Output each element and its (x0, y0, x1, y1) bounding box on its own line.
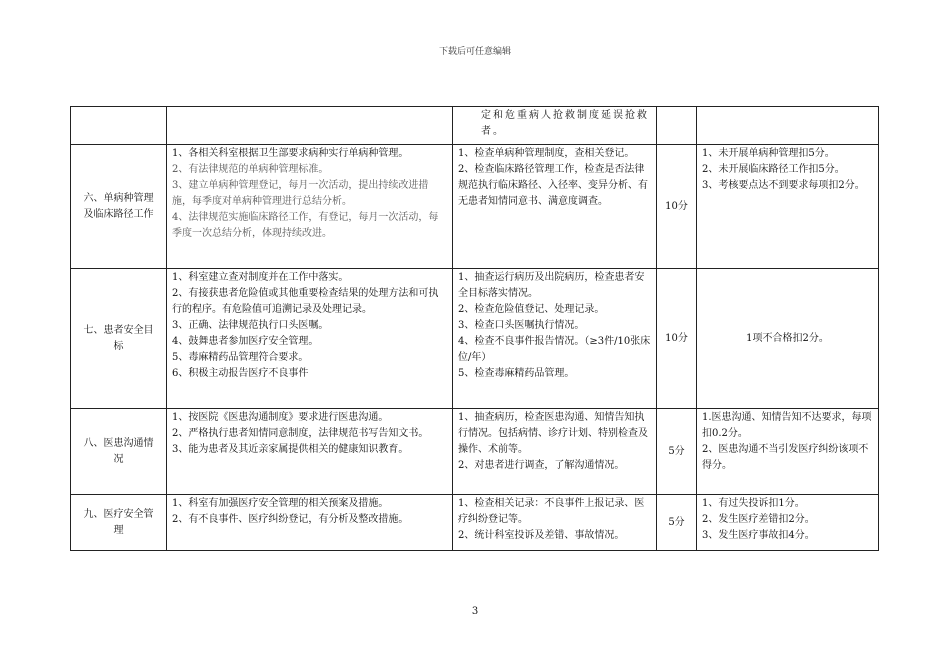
assessment-table (70, 106, 879, 551)
table-row (71, 107, 879, 145)
check-cell: 1、检查单病种管理制度，查相关登记。 2、检查临床路径管理工作，检查是否法律规范执行临床路径、入径率、变异分析、有无患者知情同意书、满意度调查。 (453, 145, 657, 269)
category-cell: 九、医疗安全管 理 (71, 495, 167, 551)
content-cell: 1、各相关科室根据卫生部要求病种实行单病种管理。 2、有法律规范的单病种管理标准。 3、建立单病种管理登记，每月一次活动，提出持续改进措施，每季度对单病种管理进行总结分析。 4、法律规范实施临床路径工作，有登记，每月一次活动，每季度一次总结分析，体现持续改进。 (167, 145, 453, 269)
score-cell: 10分 (657, 269, 697, 409)
page-number: 3 (471, 606, 479, 617)
content-cell (167, 107, 453, 145)
check-cell: 定和危重病人抢救制度延误抢救者。 (453, 107, 657, 145)
category-cell: 六、单病种管理 及临床路径工作 (71, 145, 167, 269)
check-cell: 1、检查相关记录：不良事件上报记录、医疗纠纷登记等。 2、统计科室投诉及差错、事故情况。 (453, 495, 657, 551)
category-cell: 七、患者安全目 标 (71, 269, 167, 409)
table-row (71, 269, 879, 409)
table-row (71, 145, 879, 269)
score-cell: 5分 (657, 495, 697, 551)
check-cell: 1、抽查病历，检查医患沟通、知情告知执行情况。包括病情、诊疗计划、特别检查及操作、术前等。 2、对患者进行调查，了解沟通情况。 (453, 409, 657, 495)
score-cell: 10分 (657, 145, 697, 269)
content-cell: 1、按医院《医患沟通制度》要求进行医患沟通。 2、严格执行患者知情同意制度，法律规范书写告知文书。 3、能为患者及其近亲家属提供相关的健康知识教育。 (167, 409, 453, 495)
score-cell: 5分 (657, 409, 697, 495)
deduct-cell: 1项不合格扣2分。 (697, 269, 879, 409)
deduct-cell: 1、有过失投诉扣1分。 2、发生医疗差错扣2分。 3、发生医疗事故扣4分。 (697, 495, 879, 551)
page-header: 下载后可任意编辑 (438, 47, 511, 57)
table-row (71, 495, 879, 551)
content-cell: 1、科室有加强医疗安全管理的相关预案及措施。 2、有不良事件、医疗纠纷登记，有分析及整改措施。 (167, 495, 453, 551)
score-cell (657, 107, 697, 145)
check-cell: 1、抽查运行病历及出院病历，检查患者安全目标落实情况。 2、检查危险值登记、处理记录。 3、检查口头医嘱执行情况。 4、检查不良事件报告情况。（≥3件/10张床位/年） 5、检查毒麻精药品管理。 (453, 269, 657, 409)
deduct-cell: 1.医患沟通、知情告知不达要求，每项扣0.2分。 2、医患沟通不当引发医疗纠纷该项不得分。 (697, 409, 879, 495)
table-row (71, 409, 879, 495)
deduct-cell: 1、未开展单病种管理扣5分。 2、未开展临床路径工作扣5分。 3、考核要点达不到要求每项扣2分。 (697, 145, 879, 269)
content-cell: 1、科室建立查对制度并在工作中落实。 2、有接获患者危险值或其他重要检查结果的处理方法和可执行的程序。有危险值可追溯记录及处理记录。 3、正确、法律规范执行口头医嘱。 4、鼓舞患者参加医疗安全管理。 5、毒麻精药品管理符合要求。 6、积极主动报告医疗不良事件 (167, 269, 453, 409)
category-cell (71, 107, 167, 145)
deduct-cell (697, 107, 879, 145)
category-cell: 八、医患沟通情 况 (71, 409, 167, 495)
